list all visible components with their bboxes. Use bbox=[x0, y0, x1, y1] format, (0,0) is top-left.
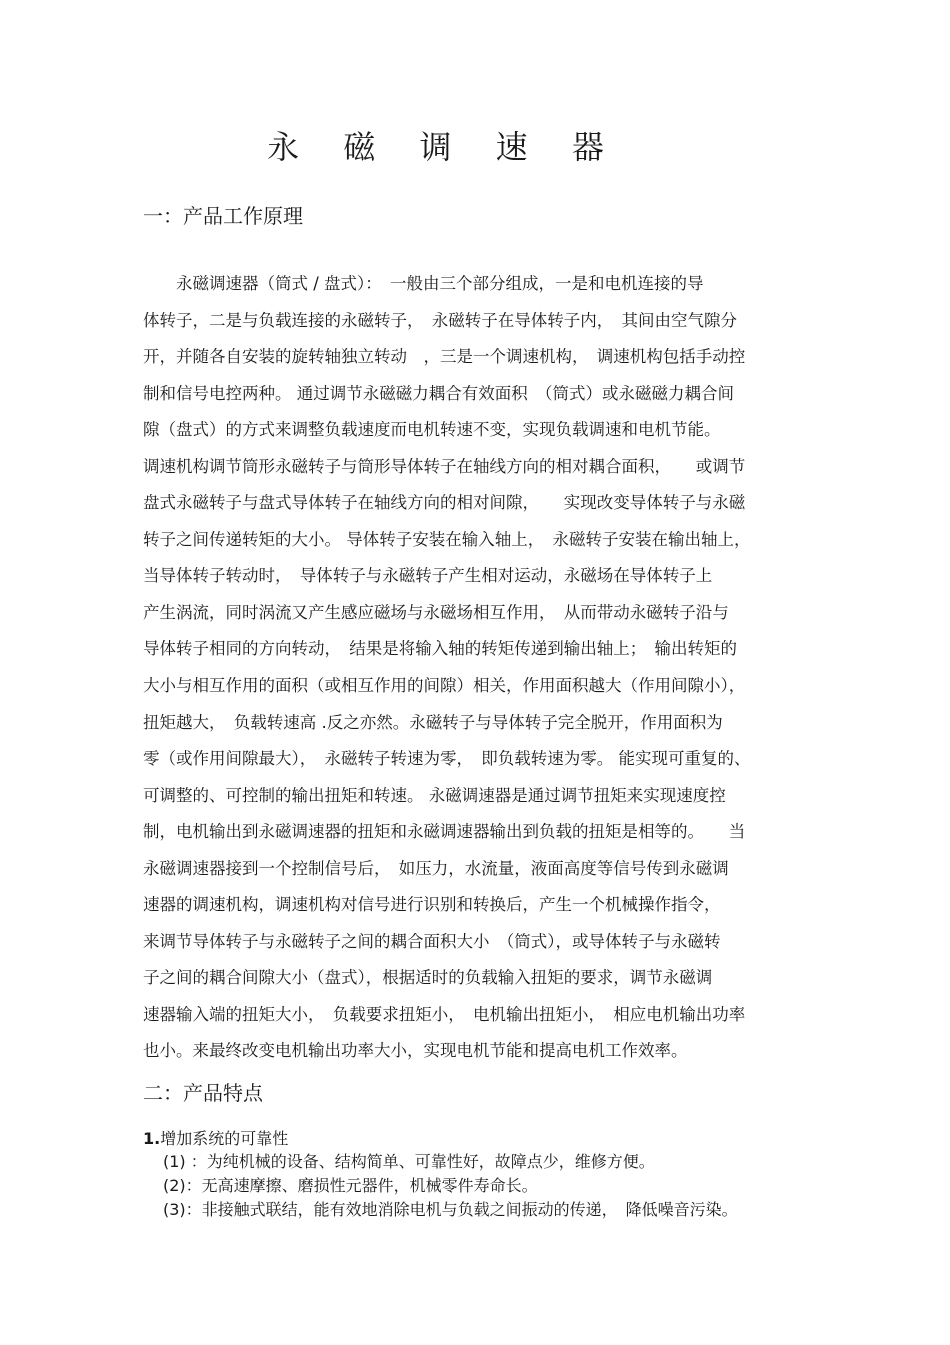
feature-item: (2)：无高速摩擦、磨损性元器件，机械零件寿命长。 bbox=[163, 1176, 538, 1195]
paragraph-line: 产生涡流，同时涡流又产生感应磁场与永磁场相互作用， 从而带动永磁转子沿与 bbox=[143, 602, 729, 622]
paragraph-line: 速器的调速机构，调速机构对信号进行识别和转换后，产生一个机械操作指令， bbox=[143, 895, 721, 915]
feature-title bbox=[143, 1128, 823, 1150]
feature-title-text: 增加系统的可靠性 bbox=[160, 1129, 289, 1148]
section-heading-features: 二：产品特点 bbox=[143, 1081, 263, 1105]
paragraph-line: 大小与相互作用的面积（或相互作用的间隙）相关，作用面积越大（作用间隙小）， bbox=[143, 676, 746, 696]
paragraph-line: 速器输入端的扭矩大小， 负载要求扭矩小， 电机输出扭矩小， 相应电机输出功率 bbox=[143, 1004, 746, 1024]
document-title: 永 磁 调 速 器 bbox=[267, 128, 621, 166]
paragraph-line: 调速机构调节筒形永磁转子与筒形导体转子在轴线方向的相对耦合面积， 或调节 bbox=[143, 456, 746, 476]
principle-paragraph bbox=[143, 266, 808, 1070]
paragraph-line: 永磁调速器（筒式 / 盘式）： 一般由三个部分组成，一是和电机连接的导 bbox=[143, 274, 704, 293]
paragraph-line: 扭矩越大， 负载转速高 .反之亦然。永磁转子与导体转子完全脱开，作用面积为 bbox=[143, 712, 723, 732]
paragraph-line: 导体转子相同的方向转动， 结果是将输入轴的转矩传递到输出轴上； 输出转矩的 bbox=[143, 639, 737, 659]
feature-reliability bbox=[143, 1128, 823, 1222]
paragraph-line: 当导体转子转动时， 导体转子与永磁转子产生相对运动，永磁场在导体转子上 bbox=[143, 566, 713, 586]
paragraph-line: 转子之间传递转矩的大小。 导体转子安装在输入轴上， 永磁转子安装在输出轴上， bbox=[143, 529, 751, 549]
paragraph-line: 来调节导体转子与永磁转子之间的耦合面积大小 （筒式），或导体转子与永磁转 bbox=[143, 931, 721, 951]
paragraph-line: 隙（盘式）的方式来调整负载速度而电机转速不变，实现负载调速和电机节能。 bbox=[143, 420, 721, 440]
paragraph-line: 可调整的、可控制的输出扭矩和转速。 永磁调速器是通过调节扭矩来实现速度控 bbox=[143, 785, 726, 805]
paragraph-line: 零（或作用间隙最大）， 永磁转子转速为零， 即负载转速为零。 能实现可重复的、 bbox=[143, 749, 751, 769]
paragraph-line: 体转子，二是与负载连接的永磁转子， 永磁转子在导体转子内， 其间由空气隙分 bbox=[143, 310, 737, 330]
paragraph-line: 制，电机输出到永磁调速器的扭矩和永磁调速器输出到负载的扭矩是相等的。 当 bbox=[143, 822, 746, 842]
section-heading-principle: 一：产品工作原理 bbox=[143, 204, 303, 228]
paragraph-line: 子之间的耦合间隙大小（盘式），根据适时的负载输入扭矩的要求，调节永磁调 bbox=[143, 968, 713, 988]
feature-item: (3)：非接触式联结，能有效地消除电机与负载之间振动的传递， 降低噪音污染。 bbox=[163, 1200, 738, 1219]
paragraph-line: 盘式永磁转子与盘式导体转子在轴线方向的相对间隙， 实现改变导体转子与永磁 bbox=[143, 493, 746, 513]
feature-number: 1. bbox=[143, 1129, 161, 1148]
paragraph-line: 也小。来最终改变电机输出功率大小，实现电机节能和提高电机工作效率。 bbox=[143, 1041, 688, 1061]
paragraph-line: 永磁调速器接到一个控制信号后， 如压力，水流量，液面高度等信号传到永磁调 bbox=[143, 858, 729, 878]
paragraph-line: 制和信号电控两种。 通过调节永磁磁力耦合有效面积 （筒式）或永磁磁力耦合间 bbox=[143, 383, 734, 403]
feature-item: (1) ：为纯机械的设备、结构简单、可靠性好，故障点少，维修方便。 bbox=[163, 1152, 655, 1171]
paragraph-line: 开，并随各自安装的旋转轴独立转动 ，三是一个调速机构， 调速机构包括手动控 bbox=[143, 347, 746, 367]
